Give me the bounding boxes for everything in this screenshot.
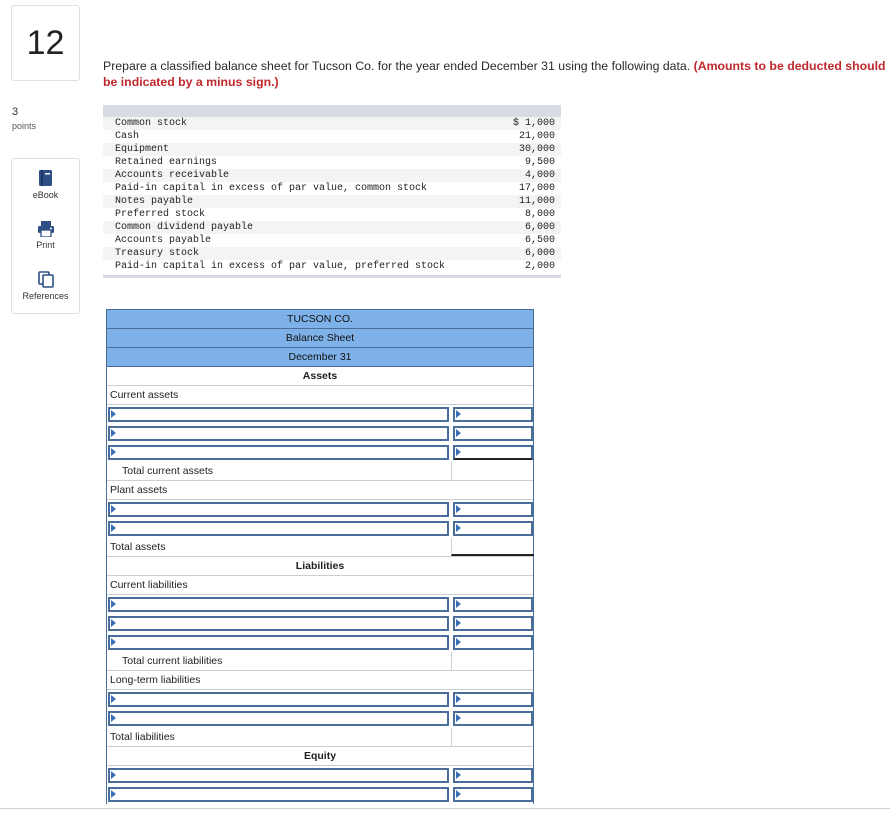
account-dropdown[interactable]	[108, 616, 449, 631]
dropdown-arrow-icon	[111, 448, 116, 456]
dropdown-arrow-icon	[456, 638, 461, 646]
dropdown-arrow-icon	[456, 410, 461, 418]
current-liability-row[interactable]	[107, 595, 533, 614]
long-term-liability-row[interactable]	[107, 690, 533, 709]
dropdown-arrow-icon	[111, 505, 116, 513]
current-liability-row[interactable]	[107, 614, 533, 633]
dropdown-arrow-icon	[111, 638, 116, 646]
dropdown-arrow-icon	[111, 600, 116, 608]
amount-input[interactable]	[453, 521, 533, 536]
given-account-amount: $ 1,000	[512, 118, 555, 129]
account-dropdown[interactable]	[108, 768, 449, 783]
references-label: References	[22, 291, 69, 301]
given-data-row	[103, 260, 561, 273]
dropdown-arrow-icon	[456, 619, 461, 627]
given-account-name: Treasury stock	[115, 248, 200, 259]
total-current-liabilities-row: Total current liabilities	[107, 652, 533, 671]
given-table-header-bar	[103, 105, 561, 117]
given-data-row	[103, 143, 561, 156]
given-data-row	[103, 208, 561, 221]
given-rows	[103, 117, 561, 273]
book-icon	[38, 169, 54, 187]
dropdown-arrow-icon	[111, 714, 116, 722]
liabilities-heading: Liabilities	[107, 557, 533, 576]
plant-asset-row[interactable]	[107, 519, 533, 538]
given-account-amount: 21,000	[518, 131, 555, 142]
equity-heading: Equity	[107, 747, 533, 766]
question-number: 12	[26, 23, 65, 62]
given-account-amount: 2,000	[524, 261, 555, 272]
given-data-row	[103, 130, 561, 143]
account-dropdown[interactable]	[108, 426, 449, 441]
amount-input[interactable]	[453, 426, 533, 441]
plant-asset-row[interactable]	[107, 500, 533, 519]
given-account-name: Common stock	[115, 118, 188, 129]
dropdown-arrow-icon	[111, 524, 116, 532]
given-account-amount: 4,000	[524, 170, 555, 181]
given-data-row	[103, 221, 561, 234]
ebook-button[interactable]	[12, 169, 79, 200]
dropdown-arrow-icon	[456, 695, 461, 703]
assets-heading: Assets	[107, 367, 533, 386]
prompt-emphasis: (Amounts to be deducted should be indicated by a minus sign.)	[103, 59, 886, 89]
dropdown-arrow-icon	[456, 448, 461, 456]
given-account-name: Cash	[115, 131, 140, 142]
dropdown-arrow-icon	[111, 410, 116, 418]
total-liabilities-row: Total liabilities	[107, 728, 533, 747]
given-data-row	[103, 117, 561, 130]
given-data-row	[103, 195, 561, 208]
dropdown-arrow-icon	[111, 695, 116, 703]
account-dropdown[interactable]	[108, 635, 449, 650]
given-account-name: Retained earnings	[115, 157, 218, 168]
question-prompt	[103, 58, 888, 90]
equity-row[interactable]	[107, 785, 533, 804]
dropdown-arrow-icon	[456, 600, 461, 608]
total-current-assets-row: Total current assets	[107, 462, 533, 481]
amount-input[interactable]	[453, 635, 533, 650]
account-dropdown[interactable]	[108, 521, 449, 536]
account-dropdown[interactable]	[108, 502, 449, 517]
amount-input[interactable]	[453, 692, 533, 707]
given-account-name: Notes payable	[115, 196, 194, 207]
dropdown-arrow-icon	[456, 524, 461, 532]
given-account-name: Accounts payable	[115, 235, 212, 246]
equity-row[interactable]	[107, 766, 533, 785]
given-account-name: Accounts receivable	[115, 170, 230, 181]
tools-panel	[11, 158, 80, 314]
question-number-box	[11, 5, 80, 81]
total-liabilities-amount[interactable]	[451, 728, 534, 746]
given-account-name: Paid-in capital in excess of par value, preferred stock	[115, 261, 446, 272]
amount-input[interactable]	[453, 597, 533, 612]
given-account-amount: 6,000	[524, 222, 555, 233]
references-button[interactable]	[12, 271, 79, 301]
current-liabilities-label: Current liabilities	[107, 576, 533, 595]
given-account-name: Paid-in capital in excess of par value, common stock	[115, 183, 428, 194]
given-account-name: Equipment	[115, 144, 170, 155]
total-current-assets-amount[interactable]	[451, 462, 534, 480]
amount-input[interactable]	[453, 407, 533, 422]
current-assets-label: Current assets	[107, 386, 533, 405]
dropdown-arrow-icon	[111, 790, 116, 798]
amount-input[interactable]	[453, 768, 533, 783]
given-data-row	[103, 169, 561, 182]
dropdown-arrow-icon	[111, 429, 116, 437]
page-divider	[0, 808, 890, 809]
given-account-amount: 8,000	[524, 209, 555, 220]
current-liability-row[interactable]	[107, 633, 533, 652]
references-icon	[38, 271, 54, 288]
given-data-table	[103, 105, 561, 278]
given-account-amount: 11,000	[518, 196, 555, 207]
dropdown-arrow-icon	[456, 714, 461, 722]
account-dropdown[interactable]	[108, 787, 449, 802]
account-dropdown[interactable]	[108, 692, 449, 707]
print-button[interactable]	[12, 221, 79, 250]
points-value: 3	[12, 106, 19, 118]
account-dropdown[interactable]	[108, 445, 449, 460]
long-term-liabilities-label: Long-term liabilities	[107, 671, 533, 690]
given-account-amount: 6,500	[524, 235, 555, 246]
given-data-row	[103, 247, 561, 260]
statement-name: Balance Sheet	[107, 329, 533, 348]
amount-input[interactable]	[453, 616, 533, 631]
ebook-label: eBook	[32, 190, 59, 200]
given-data-row	[103, 234, 561, 247]
print-label: Print	[36, 240, 55, 250]
total-current-liabilities-amount[interactable]	[451, 652, 534, 670]
account-dropdown[interactable]	[108, 597, 449, 612]
amount-input[interactable]	[453, 445, 533, 460]
long-term-liability-row[interactable]	[107, 709, 533, 728]
dropdown-arrow-icon	[456, 429, 461, 437]
amount-input[interactable]	[453, 502, 533, 517]
given-data-row	[103, 182, 561, 195]
printer-icon	[37, 221, 55, 237]
statement-date: December 31	[107, 348, 533, 367]
company-name: TUCSON CO.	[107, 310, 533, 329]
amount-input[interactable]	[453, 711, 533, 726]
given-data-row	[103, 156, 561, 169]
given-account-amount: 9,500	[524, 157, 555, 168]
account-dropdown[interactable]	[108, 407, 449, 422]
plant-assets-label: Plant assets	[107, 481, 533, 500]
dropdown-arrow-icon	[456, 771, 461, 779]
dropdown-arrow-icon	[456, 505, 461, 513]
given-table-footer-bar	[103, 275, 561, 278]
current-asset-row[interactable]	[107, 405, 533, 424]
current-asset-row[interactable]	[107, 424, 533, 443]
amount-input[interactable]	[453, 787, 533, 802]
current-asset-row[interactable]	[107, 443, 533, 462]
prompt-text: Prepare a classified balance sheet for Tucson Co. for the year ended December 31 using the following data.	[103, 59, 694, 73]
dropdown-arrow-icon	[456, 790, 461, 798]
given-account-amount: 6,000	[524, 248, 555, 259]
given-account-amount: 17,000	[518, 183, 555, 194]
points-label: points	[12, 121, 37, 131]
dropdown-arrow-icon	[111, 771, 116, 779]
given-account-name: Common dividend payable	[115, 222, 254, 233]
given-account-amount: 30,000	[518, 144, 555, 155]
given-account-name: Preferred stock	[115, 209, 206, 220]
balance-sheet-worksheet	[106, 309, 534, 804]
dropdown-arrow-icon	[111, 619, 116, 627]
total-assets-row: Total assets	[107, 538, 533, 557]
account-dropdown[interactable]	[108, 711, 449, 726]
total-assets-amount[interactable]	[451, 538, 534, 556]
